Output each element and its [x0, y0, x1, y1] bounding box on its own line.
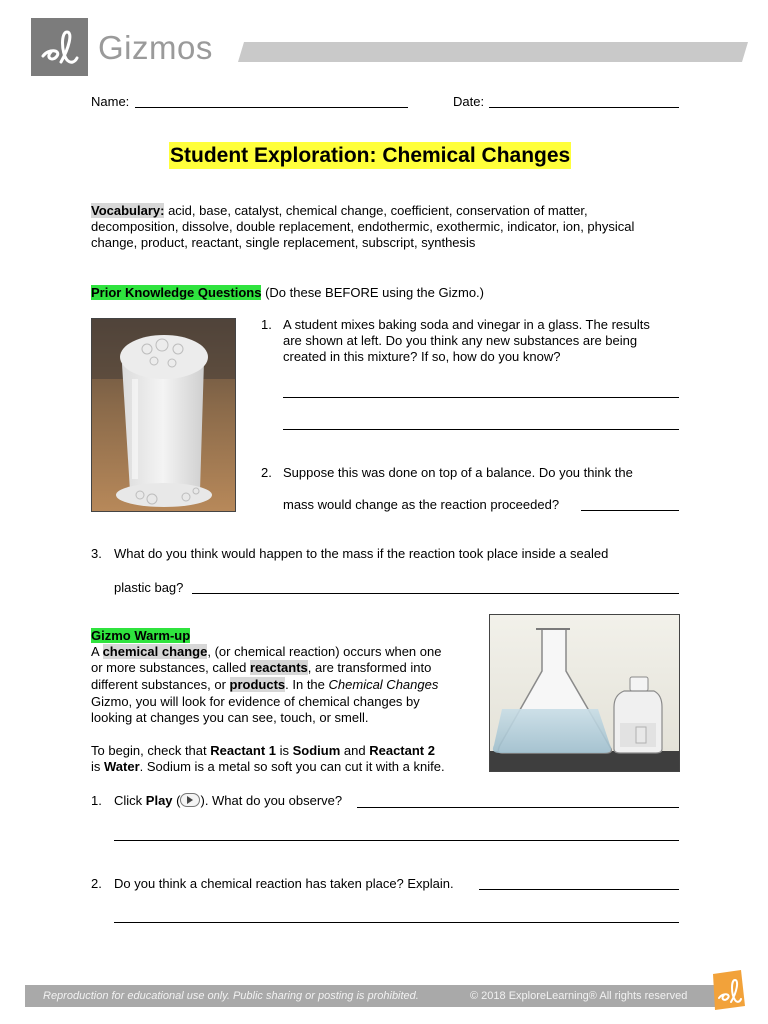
header-bar — [238, 42, 748, 62]
pk-q1-number: 1. — [261, 317, 272, 332]
warmup-p1-line-4: Gizmo, you will look for evidence of chemical changes by — [91, 694, 420, 709]
warmup-text: , (or chemical reaction) occurs when one — [207, 644, 442, 659]
pk-q3-line-1: What do you think would happen to the mass if the reaction took place inside a sealed — [114, 546, 609, 561]
footer-disclaimer: Reproduction for educational use only. Public sharing or posting is prohibited. — [43, 990, 419, 1002]
prior-knowledge-heading-line — [91, 285, 484, 301]
warmup-heading: Gizmo Warm-up — [91, 628, 191, 643]
vocabulary-label: Vocabulary: — [91, 203, 165, 218]
warmup-q1-number: 1. — [91, 793, 102, 808]
pk-q2-answer-line[interactable] — [581, 510, 679, 511]
warmup-p1-line-2 — [91, 660, 431, 676]
term-water: Water — [104, 759, 140, 774]
play-button-icon — [180, 793, 200, 807]
baking-soda-vinegar-photo — [91, 318, 236, 512]
term-reactant-2: Reactant 2 — [369, 743, 435, 758]
pk-q2-line-1: Suppose this was done on top of a balance. Do you think the — [283, 465, 633, 480]
warmup-q1-text — [114, 793, 342, 809]
pk-q1-answer-line-2[interactable] — [283, 429, 679, 430]
name-label: Name: — [91, 94, 130, 109]
warmup-p1-line-3 — [91, 677, 438, 693]
warmup-q2-answer-line-1[interactable] — [479, 889, 679, 890]
term-reactants: reactants — [249, 660, 308, 675]
vocabulary-text-1: acid, base, catalyst, chemical change, coefficient, conservation of matter, — [164, 203, 588, 218]
gizmo-name: Chemical Changes — [328, 677, 439, 692]
gizmo-flask-screenshot — [489, 614, 680, 772]
warmup-text: or more substances, called — [91, 660, 250, 675]
pk-q1-line-1: A student mixes baking soda and vinegar in a glass. The results — [283, 317, 650, 332]
date-label: Date: — [453, 94, 485, 109]
term-reactant-1: Reactant 1 — [210, 743, 276, 758]
vocabulary-line-1 — [91, 203, 588, 219]
pk-q2-line-2: mass would change as the reaction proceeded? — [283, 497, 560, 512]
warmup-text: is — [276, 743, 293, 758]
explorelearning-footer-logo-icon — [707, 968, 747, 1012]
pk-q1-answer-line-1[interactable] — [283, 397, 679, 398]
pk-q1-line-2: are shown at left. Do you think any new substances are being — [283, 333, 638, 348]
warmup-text: A — [91, 644, 103, 659]
warmup-heading-line — [91, 628, 190, 644]
warmup-q2-number: 2. — [91, 876, 102, 891]
warmup-p1-line-1 — [91, 644, 441, 660]
prior-knowledge-heading: Prior Knowledge Questions — [91, 285, 262, 300]
prior-knowledge-note: (Do these BEFORE using the Gizmo.) — [261, 285, 484, 300]
warmup-text: To begin, check that — [91, 743, 211, 758]
pk-q3-answer-line[interactable] — [192, 593, 679, 594]
warmup-text: Click — [114, 793, 146, 808]
footer-copyright: © 2018 ExploreLearning® All rights reserved — [470, 990, 688, 1002]
warmup-q1-answer-line-2[interactable] — [114, 840, 679, 841]
warmup-text: . In the — [285, 677, 329, 692]
warmup-p2-line-1 — [91, 743, 435, 759]
pk-q3-number: 3. — [91, 546, 102, 561]
term-play: Play — [145, 793, 173, 808]
warmup-p2-line-2 — [91, 759, 445, 775]
brand-name: Gizmos — [98, 29, 213, 66]
pk-q3-line-2: plastic bag? — [114, 580, 184, 595]
page-title: Student Exploration: Chemical Changes — [170, 144, 571, 167]
warmup-text: and — [340, 743, 370, 758]
warmup-q2-text: Do you think a chemical reaction has taken place? Explain. — [114, 876, 454, 891]
pk-q1-line-3: created in this mixture? If so, how do you know? — [283, 349, 561, 364]
warmup-text: is — [91, 759, 104, 774]
vocabulary-line-2: decomposition, dissolve, double replacement, endothermic, exothermic, indicator, ion, physical — [91, 219, 635, 234]
warmup-p1-line-5: looking at changes you can see, touch, or smell. — [91, 710, 369, 725]
explorelearning-logo-icon — [31, 18, 88, 76]
term-chemical-change: chemical change — [102, 644, 208, 659]
warmup-q1-answer-line-1[interactable] — [357, 807, 679, 808]
warmup-text: ). What do you observe? — [200, 793, 343, 808]
term-products: products — [229, 677, 286, 692]
vocabulary-line-3: change, product, reactant, single replacement, subscript, synthesis — [91, 235, 476, 250]
date-field[interactable] — [489, 107, 679, 108]
pk-q2-number: 2. — [261, 465, 272, 480]
warmup-text: . Sodium is a metal so soft you can cut it with a knife. — [139, 759, 445, 774]
term-sodium: Sodium — [292, 743, 341, 758]
warmup-text: , are transformed into — [307, 660, 432, 675]
gizmos-logo — [31, 18, 88, 76]
warmup-q2-answer-line-2[interactable] — [114, 922, 679, 923]
warmup-text: different substances, or — [91, 677, 230, 692]
warmup-text: ( — [172, 793, 181, 808]
name-field[interactable] — [135, 107, 408, 108]
